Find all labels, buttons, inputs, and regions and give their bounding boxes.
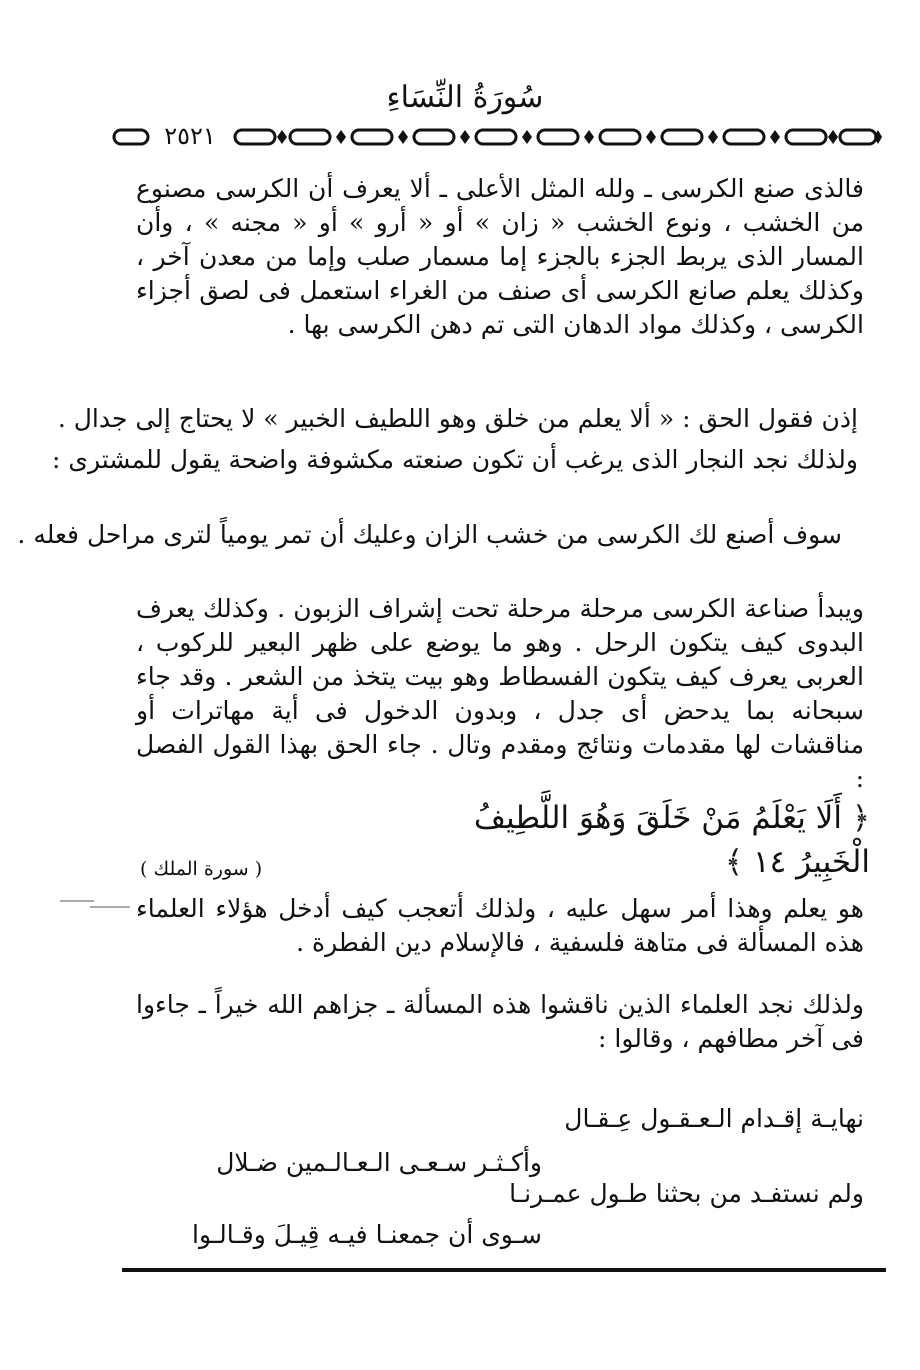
bottom-rule bbox=[122, 1268, 886, 1272]
page-number: ٢٥٢١ bbox=[150, 120, 230, 152]
paragraph-chair-maker: فالذى صنع الكرسى ـ ولله المثل الأعلى ـ ألا يعرف أن الكرسى مصنوع من الخشب ، ونوع الخشب « زان » أو « أرو » أو « مجنه » ، وأن المسار الذى يربط الجزء بالجزء إما مسمار صلب وإما من معدن آخر ، وكذلك يعلم صانع الكرسى أى صنف من الغراء استعمل فى لصق أجزاء الكرسى ، وكذلك مواد الدهان التى تم دهن الكرسى بها . bbox=[136, 174, 864, 339]
margin-mark bbox=[60, 898, 130, 910]
paragraph-scholars-wonder: هو يعلم وهذا أمر سهل عليه ، ولذلك أتعجب كيف أدخل هؤلاء العلماء هذه المسألة فى متاهة فلسفية ، فالإسلام دين الفطرة . bbox=[136, 894, 864, 957]
paragraph-scholars-said: ولذلك نجد العلماء الذين ناقشوا هذه المسألة ـ جزاهم الله خيراً ـ جاءوا فى آخر مطافهم ، وقالوا : bbox=[136, 990, 864, 1053]
poem-verse-1: نهايـة إقـدام الـعـقـول عِـقـال bbox=[564, 1104, 864, 1133]
paragraph-carpenter-quote: سوف أصنع لك الكرسى من خشب الزان وعليك أن تمر يومياً لترى مراحل فعله . bbox=[17, 520, 842, 549]
poem-verse-3: ولم نستفـد من بحثنا طـول عمـرنـا bbox=[509, 1179, 864, 1208]
poem-verse-2: وأكـثـر سـعـى الـعـالـمين ضـلال bbox=[216, 1148, 542, 1177]
running-header-surah-title: سُورَةُ النِّسَاءِ bbox=[386, 80, 544, 115]
poem-verse-4: سـوى أن جمعنـا فيـه قِيـلَ وقـالـوا bbox=[192, 1220, 542, 1249]
verse-surah-reference: ( سورة الملك ) bbox=[140, 858, 263, 880]
paragraph-truth-line-2: ولذلك نجد النجار الذى يرغب أن تكون صنعته مكشوفة واضحة يقول للمشترى : bbox=[52, 445, 858, 474]
quran-verse: ﴿ أَلَا يَعْلَمُ مَنْ خَلَقَ وَهُوَ اللَّطِيفُ الْخَبِيرُ ١٤ ﴾ bbox=[473, 800, 870, 880]
paragraph-truth-line-1: إذن فقول الحق : « ألا يعلم من خلق وهو اللطيف الخبير » لا يحتاج إلى جدال . bbox=[57, 404, 858, 433]
paragraph-customer-bedouin: ويبدأ صناعة الكرسى مرحلة مرحلة تحت إشراف الزبون . وكذلك يعرف البدوى كيف يتكون الرحل . وهو ما يوضع على ظهر البعير للركوب ، العربى يعرف كيف يتكون الفسطاط وهو بيت يتخذ من الشعر . وقد جاء سبحانه بما يدحض أى جدل ، وبدون الدخول فى أية مهاترات أو مناقشات لها مقدمات ونتائج ومقدم وتال . جاء الحق بهذا القول الفصل : bbox=[136, 594, 864, 793]
